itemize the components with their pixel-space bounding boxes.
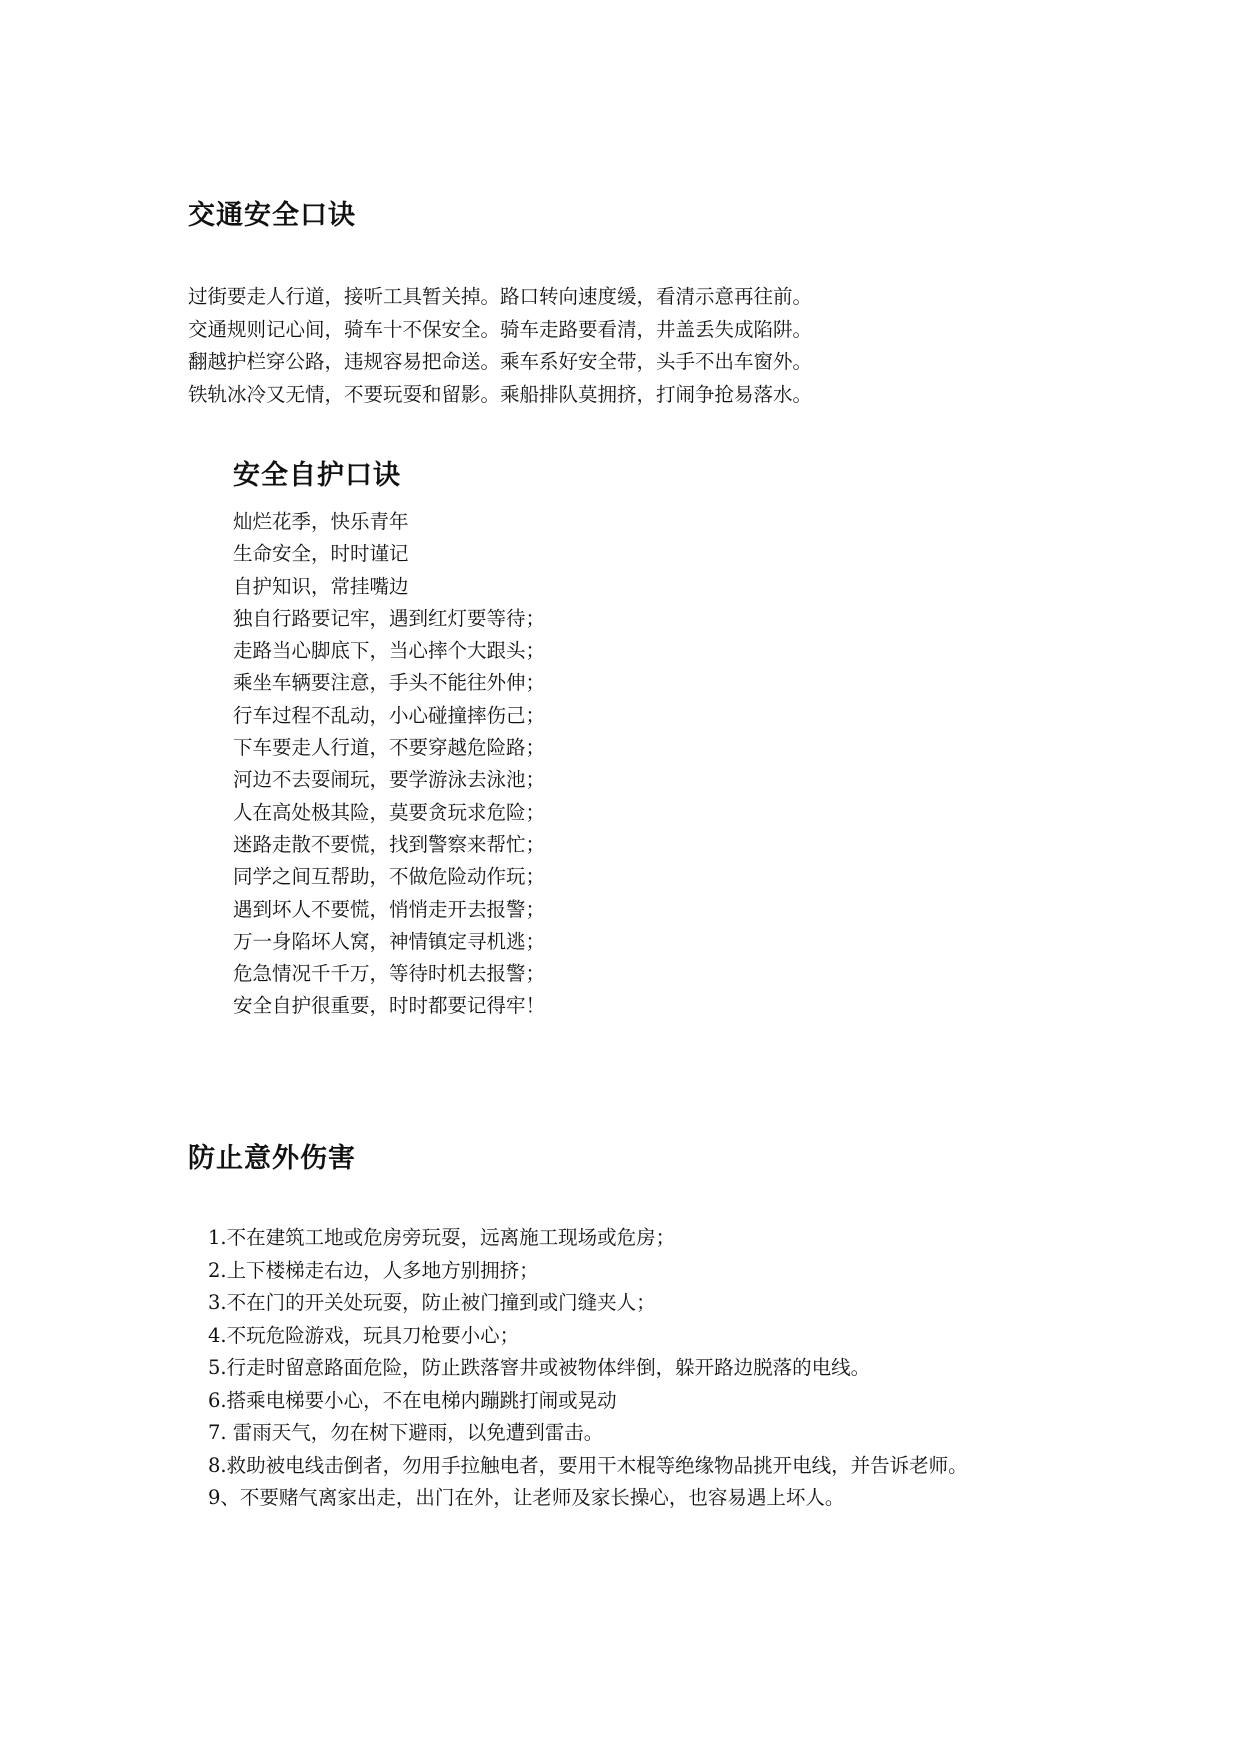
- verse-line: 生命安全，时时谨记: [233, 542, 409, 566]
- list-item: 9、不要赌气离家出走，出门在外，让老师及家长操心，也容易遇上坏人。: [208, 1486, 845, 1509]
- self-protection-verses: [233, 506, 545, 1023]
- verse-line: 过街要走人行道，接听工具暂关掉。路口转向速度缓，看清示意再往前。: [188, 285, 813, 308]
- verse-line: 遇到坏人不要慌，悄悄走开去报警；: [233, 897, 546, 921]
- traffic-safety-heading: 交通安全口诀: [188, 200, 356, 231]
- verse-line: 危急情况千千万，等待时机去报警；: [233, 962, 546, 986]
- verse-line: 同学之间互帮助，不做危险动作玩；: [233, 865, 546, 889]
- verse-line: 万一身陷坏人窝，神情镇定寻机逃；: [233, 929, 546, 953]
- verse-line: 交通规则记心间，骑车十不保安全。骑车走路要看清，井盖丢失成陷阱。: [188, 317, 813, 341]
- list-item: 1.不在建筑工地或危房旁玩耍，远离施工现场或危房；: [208, 1226, 676, 1249]
- verse-line: 下车要走人行道，不要穿越危险路；: [233, 736, 546, 760]
- verse-line: 自护知识，常挂嘴边: [233, 574, 409, 598]
- injury-prevention-heading: 防止意外伤害: [188, 1143, 356, 1174]
- traffic-safety-verses: [188, 281, 812, 412]
- verse-line: 铁轨冰冷又无情，不要玩耍和留影。乘船排队莫拥挤，打闹争抢易落水。: [188, 383, 813, 407]
- self-protection-heading: 安全自护口诀: [233, 460, 401, 491]
- list-item: 4.不玩危险游戏，玩具刀枪要小心；: [208, 1323, 520, 1347]
- list-item: 3.不在门的开关处玩耍，防止被门撞到或门缝夹人；: [208, 1291, 656, 1314]
- verse-line: 翻越护栏穿公路，违规容易把命送。乘车系好安全带，头手不出车窗外。: [188, 350, 813, 374]
- verse-line: 行车过程不乱动，小心碰撞摔伤己；: [233, 703, 546, 727]
- list-item: 2.上下楼梯走右边，人多地方别拥挤；: [208, 1258, 539, 1282]
- list-item: 8.救助被电线击倒者，勿用手拉触电者，要用干木棍等绝缘物品挑开电线，并告诉老师。: [208, 1453, 968, 1477]
- verse-line: 河边不去耍闹玩，要学游泳去泳池；: [233, 768, 546, 792]
- list-item: 7. 雷雨天气，勿在树下避雨，以免遭到雷击。: [208, 1421, 604, 1444]
- verse-line: 灿烂花季，快乐青年: [233, 510, 409, 533]
- verse-line: 安全自护很重要，时时都要记得牢！: [233, 994, 546, 1018]
- list-item: 5.行走时留意路面危险，防止跌落窨井或被物体绊倒，躲开路边脱落的电线。: [208, 1356, 871, 1379]
- verse-line: 走路当心脚底下，当心摔个大跟头；: [233, 639, 546, 663]
- verse-line: 乘坐车辆要注意，手头不能往外伸；: [233, 671, 546, 695]
- verse-line: 迷路走散不要慌，找到警察来帮忙；: [233, 832, 546, 856]
- verse-line: 人在高处极其险，莫要贪玩求危险；: [233, 800, 546, 824]
- verse-line: 独自行路要记牢，遇到红灯要等待；: [233, 606, 546, 630]
- list-item: 6.搭乘电梯要小心，不在电梯内蹦跳打闹或晃动: [208, 1388, 617, 1412]
- injury-prevention-list: [208, 1222, 968, 1515]
